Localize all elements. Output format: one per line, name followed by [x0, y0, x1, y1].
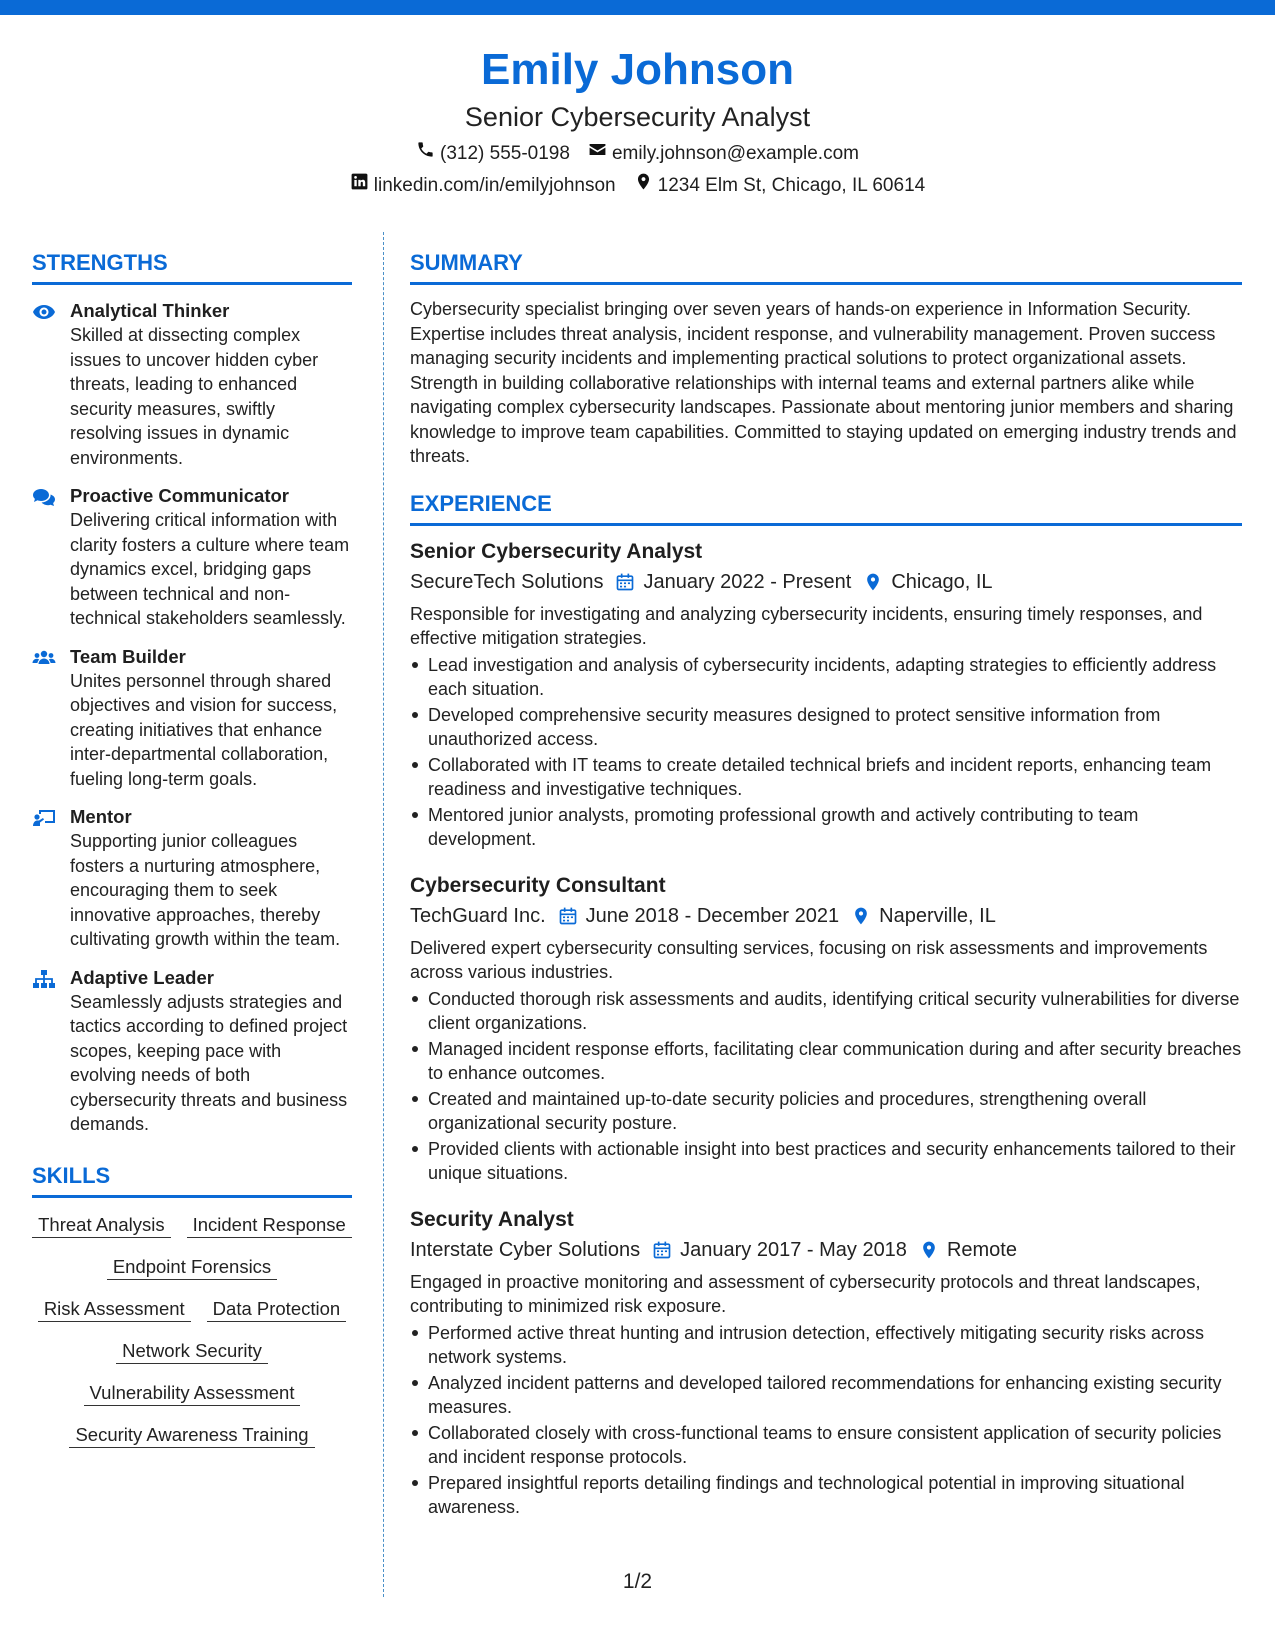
skill-tag: Threat Analysis [32, 1212, 170, 1238]
strengths-heading: STRENGTHS [32, 248, 352, 285]
map-marker-icon [919, 1240, 939, 1260]
job-bullets [410, 653, 1242, 852]
job-dates: January 2017 - May 2018 [680, 1238, 907, 1261]
skills-section [32, 1161, 352, 1448]
linkedin-contact[interactable] [350, 172, 616, 199]
company-name: SecureTech Solutions [410, 570, 604, 593]
comments-icon [32, 484, 70, 631]
job-entry [410, 538, 1242, 852]
strength-description: Delivering critical information with clarity fosters a culture where team dynamics excel, bridging gaps between technical and non-technical stakeholders seamlessly. [70, 510, 350, 628]
list-item: Conducted thorough risk assessments and audits, identifying critical security vulnerabilities for diverse client organizations. [410, 987, 1242, 1036]
list-item: Mentored junior analysts, promoting professional growth and actively contributing to team development. [410, 803, 1242, 852]
job-title: Security Analyst [410, 1207, 574, 1231]
page-number: 1/2 [622, 1570, 653, 1593]
contact-row-2 [0, 172, 1275, 199]
job-meta [410, 1236, 1242, 1264]
strength-item [32, 299, 352, 470]
chalkboard-teacher-icon [32, 805, 70, 952]
calendar-icon [652, 1240, 672, 1260]
calendar-icon [558, 906, 578, 926]
skill-tag: Risk Assessment [38, 1296, 191, 1322]
list-item: Performed active threat hunting and intrusion detection, effectively mitigating security risks across network systems. [410, 1321, 1242, 1370]
strength-item [32, 805, 352, 952]
contact-row-1 [0, 140, 1275, 167]
skill-tag: Data Protection [207, 1296, 347, 1322]
strength-description: Seamlessly adjusts strategies and tactics according to defined project scopes, keeping pace with evolving needs of both cybersecurity threats and business demands. [70, 991, 348, 1134]
skill-tag: Vulnerability Assessment [84, 1380, 301, 1406]
strength-item [32, 966, 352, 1137]
eye-icon [32, 299, 70, 470]
column-divider [383, 232, 384, 1597]
job-dates: January 2022 - Present [643, 570, 852, 593]
map-marker-icon [851, 906, 871, 926]
right-column [410, 248, 1242, 1521]
sitemap-icon [32, 966, 70, 1137]
strength-description: Supporting junior colleagues fosters a nurturing atmosphere, encouraging them to seek innovative approaches, thereby cultivating growth within the team. [70, 831, 341, 949]
skill-tag: Security Awareness Training [69, 1422, 314, 1448]
address-contact [634, 172, 926, 199]
left-column [32, 248, 352, 1448]
skill-tag: Network Security [116, 1338, 268, 1364]
job-entry [410, 1206, 1242, 1520]
strength-item [32, 484, 352, 631]
linkedin-text: linkedin.com/in/emilyjohnson [373, 174, 616, 196]
strength-description: Skilled at dissecting complex issues to uncover hidden cyber threats, leading to enhanced security measures, swiftly resolving issues in dynamic environments. [70, 325, 319, 468]
experience-heading: EXPERIENCE [410, 489, 1242, 526]
map-marker-icon [634, 172, 653, 199]
experience-section [410, 489, 1242, 1520]
list-item: Prepared insightful reports detailing findings and technological potential in improving situational awareness. [410, 1471, 1242, 1520]
job-description: Responsible for investigating and analyzing cybersecurity incidents, ensuring timely responses, and effective mitigation strategies. [410, 603, 1203, 648]
job-dates: June 2018 - December 2021 [585, 904, 840, 927]
job-description: Delivered expert cybersecurity consulting services, focusing on risk assessments and improvements across various industries. [410, 937, 1208, 982]
users-icon [32, 645, 70, 792]
job-description: Engaged in proactive monitoring and assessment of cybersecurity protocols and threat landscapes, contributing to minimized risk exposure. [410, 1271, 1201, 1316]
list-item: Developed comprehensive security measures designed to protect sensitive information from unauthorized access. [410, 703, 1242, 752]
job-bullets [410, 987, 1242, 1186]
calendar-icon [615, 572, 635, 592]
map-marker-icon [863, 572, 883, 592]
strength-title: Analytical Thinker [70, 300, 230, 321]
resume-header [0, 40, 1275, 199]
strength-title: Proactive Communicator [70, 485, 289, 506]
job-meta [410, 568, 1242, 596]
linkedin-icon [350, 172, 369, 199]
email-text: emily.johnson@example.com [611, 142, 859, 164]
job-location: Remote [946, 1238, 1017, 1261]
phone-text: (312) 555-0198 [440, 142, 570, 164]
strengths-list [32, 299, 352, 1137]
job-entry [410, 872, 1242, 1186]
summary-heading: SUMMARY [410, 248, 1242, 285]
strength-item [32, 645, 352, 792]
company-name: TechGuard Inc. [410, 904, 546, 927]
email-contact[interactable] [588, 140, 859, 167]
summary-text: Cybersecurity specialist bringing over seven years of hands-on experience in Information Security. Expertise includes threat analysis, incident response, and vulnerability management. Proven success managing security incidents and implementing practical solutions to protect organizational assets. Strength in building collaborative relationships with internal teams and external partners alike while navigating complex cybersecurity landscapes. Passionate about mentoring junior members and sharing knowledge to improve team capabilities. Committed to staying updated on emerging industry trends and threats. [410, 299, 1237, 466]
list-item: Lead investigation and analysis of cybersecurity incidents, adapting strategies to efficiently address each situation. [410, 653, 1242, 702]
list-item: Collaborated closely with cross-functional teams to ensure consistent application of security policies and incident response protocols. [410, 1421, 1242, 1470]
skills-heading: SKILLS [32, 1161, 352, 1198]
strength-title: Mentor [70, 806, 132, 827]
top-accent-bar [0, 0, 1275, 15]
strength-title: Team Builder [70, 645, 186, 667]
address-text: 1234 Elm St, Chicago, IL 60614 [657, 174, 926, 196]
envelope-icon [588, 140, 607, 167]
job-bullets [410, 1321, 1242, 1520]
job-location: Chicago, IL [891, 570, 993, 593]
candidate-title: Senior Cybersecurity Analyst [464, 102, 811, 132]
job-title: Senior Cybersecurity Analyst [410, 539, 703, 563]
skill-tag: Incident Response [187, 1212, 352, 1238]
strength-description: Unites personnel through shared objectives and vision for success, creating initiatives that enhance inter-departmental collaboration, fueling long-term goals. [70, 670, 338, 789]
skill-tag: Endpoint Forensics [107, 1254, 277, 1280]
skills-list [32, 1212, 352, 1448]
list-item: Provided clients with actionable insight into best practices and security enhancements tailored to their unique situations. [410, 1137, 1242, 1186]
candidate-name: Emily Johnson [481, 45, 794, 94]
company-name: Interstate Cyber Solutions [410, 1238, 641, 1261]
list-item: Managed incident response efforts, facilitating clear communication during and after security breaches to enhance outcomes. [410, 1037, 1242, 1086]
job-title: Cybersecurity Consultant [410, 873, 666, 897]
list-item: Analyzed incident patterns and developed tailored recommendations for enhancing existing security measures. [410, 1371, 1242, 1420]
list-item: Created and maintained up-to-date security policies and procedures, strengthening overall organizational security posture. [410, 1087, 1242, 1136]
phone-icon [416, 140, 435, 167]
job-meta [410, 902, 1242, 930]
phone-contact[interactable] [416, 140, 570, 167]
strength-title: Adaptive Leader [70, 966, 214, 988]
list-item: Collaborated with IT teams to create detailed technical briefs and incident reports, enhancing team readiness and investigative techniques. [410, 753, 1242, 802]
job-location: Naperville, IL [879, 904, 996, 927]
